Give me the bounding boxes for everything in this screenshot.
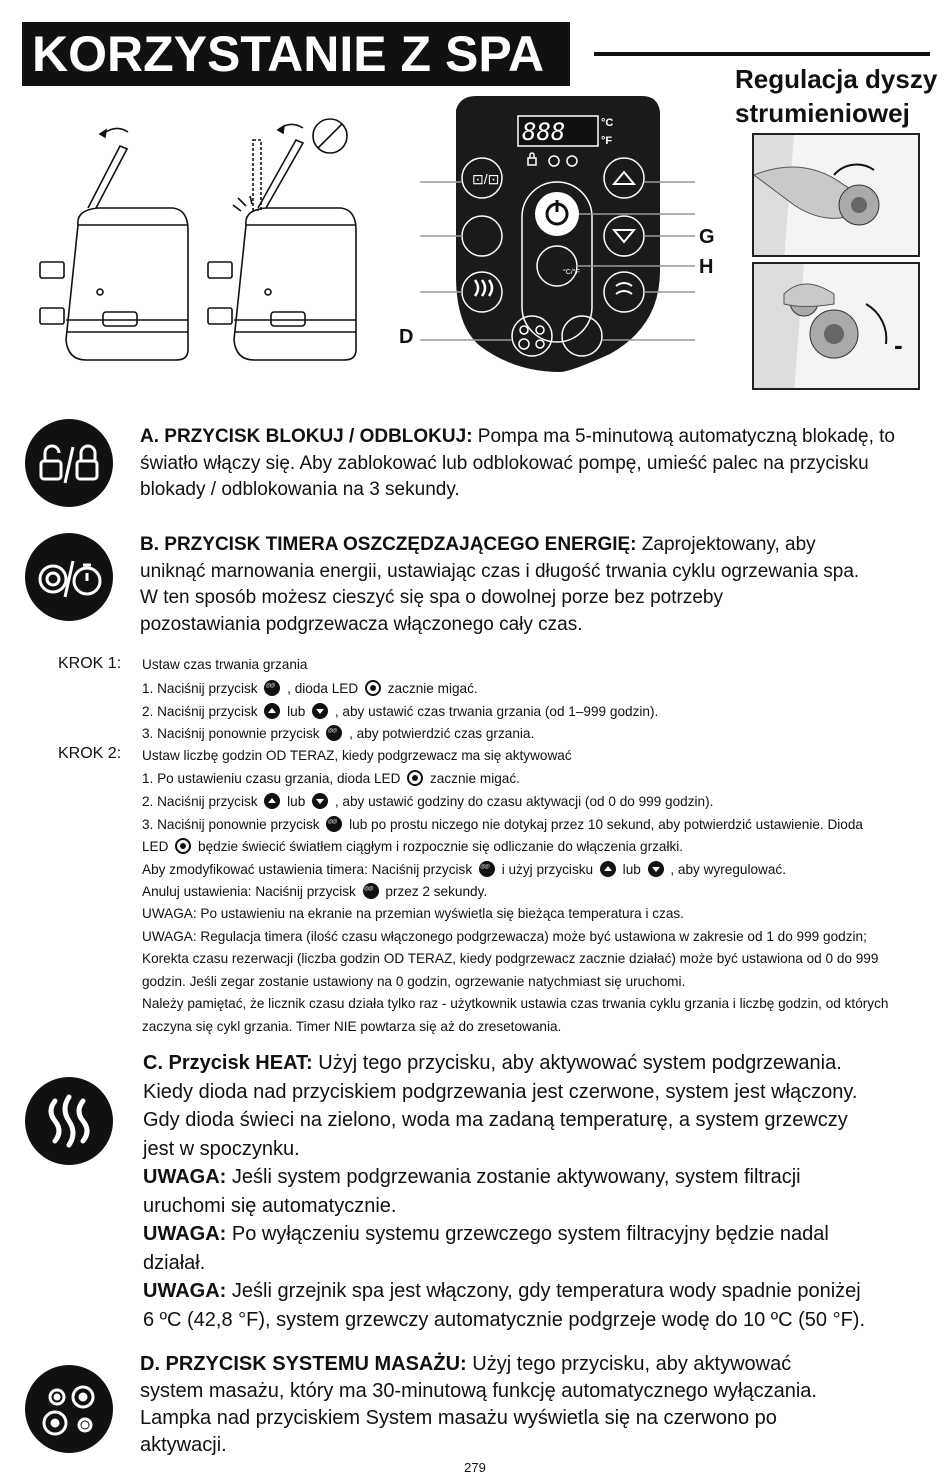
timer-button-icon (264, 680, 280, 696)
down-arrow-icon (648, 861, 664, 877)
nozzle-photo-1 (752, 133, 920, 257)
down-arrow-icon (312, 703, 328, 719)
section-d-text: D. PRZYCISK SYSTEMU MASAŻU: Użyj tego przycisku, aby aktywować system masażu, który ma 30-minutową funkcję automatycznego wyłączania. Lampka nad przyciskiem System masażu wyświetla się na czerwono po aktywacji. (140, 1353, 817, 1456)
svg-text:°C: °C (601, 117, 614, 129)
svg-text:°F: °F (601, 135, 613, 147)
section-b-text: B. PRZYCISK TIMERA OSZCZĘDZAJĄCEGO ENERGIĘ: Zaprojektowany, aby uniknąć marnowania energii, ustawiając czas i długość trwania cyklu ogrzewania spa. W ten sposób możesz cieszyć się spa o dowolnej porze bez potrzeby pozostawiania podgrzewacza włączonego cały czas. (140, 534, 860, 635)
led-icon (175, 838, 191, 854)
title-rule (594, 52, 930, 56)
up-arrow-icon (264, 793, 280, 809)
nozzle-photo-2 (752, 262, 920, 390)
up-arrow-icon (600, 861, 616, 877)
control-panel (420, 96, 710, 376)
timer-button-icon (363, 883, 379, 899)
lock-unlock-icon (25, 419, 113, 507)
svg-text:°C/°F: °C/°F (563, 269, 580, 276)
temp-display: 888 (522, 118, 566, 146)
label-g: G (699, 226, 715, 248)
led-icon (407, 770, 423, 786)
svg-text:⊡/⊡: ⊡/⊡ (472, 171, 500, 187)
label-h: H (699, 256, 714, 278)
led-icon (365, 680, 381, 696)
step-2-label: KROK 2: (58, 745, 122, 762)
label-d: D (399, 326, 414, 348)
pump-illustration (28, 110, 388, 370)
step-1-label: KROK 1: (58, 655, 122, 672)
massage-icon (25, 1365, 113, 1453)
down-arrow-icon (312, 793, 328, 809)
heat-icon (25, 1077, 113, 1165)
page-title: KORZYSTANIE Z SPA (22, 22, 570, 86)
timer-button-icon (326, 816, 342, 832)
page-number: 279 (464, 1460, 486, 1475)
up-arrow-icon (264, 703, 280, 719)
timer-button-icon (326, 725, 342, 741)
nozzle-title: Regulacja dyszy strumieniowej (735, 64, 938, 128)
section-a-text: A. PRZYCISK BLOKUJ / ODBLOKUJ: Pompa ma 5-minutową automatyczną blokadę, to światło włączy się. Aby zablokować lub odblokować pompę, umieść palec na przycisku blokady / odblokowania na 3 sekundy. (140, 426, 895, 500)
minus-label: - (894, 330, 903, 360)
section-c-text: C. Przycisk HEAT: Użyj tego przycisku, aby aktywować system podgrzewania. Kiedy dioda nad przyciskiem podgrzewania jest czerwone, system jest włączony. Gdy dioda świeci na zielono, woda ma zadaną temperaturę, a system grzewczy jest w spoczynku. UWAGA: Jeśli system podgrzewania zostanie aktywowany, system filtracji uruchomi się automatycznie. UWAGA: Po wyłączeniu systemu grzewczego system filtracyjny będzie nadal działał. UWAGA: Jeśli grzejnik spa jest włączony, gdy temperatura wody spadnie poniżej 6 ºC (42,8 °F), system grzewczy automatycznie podgrzeje wodę do 10 ºC (50 °F). (143, 1052, 866, 1331)
timer-icon (25, 533, 113, 621)
timer-button-icon (479, 861, 495, 877)
